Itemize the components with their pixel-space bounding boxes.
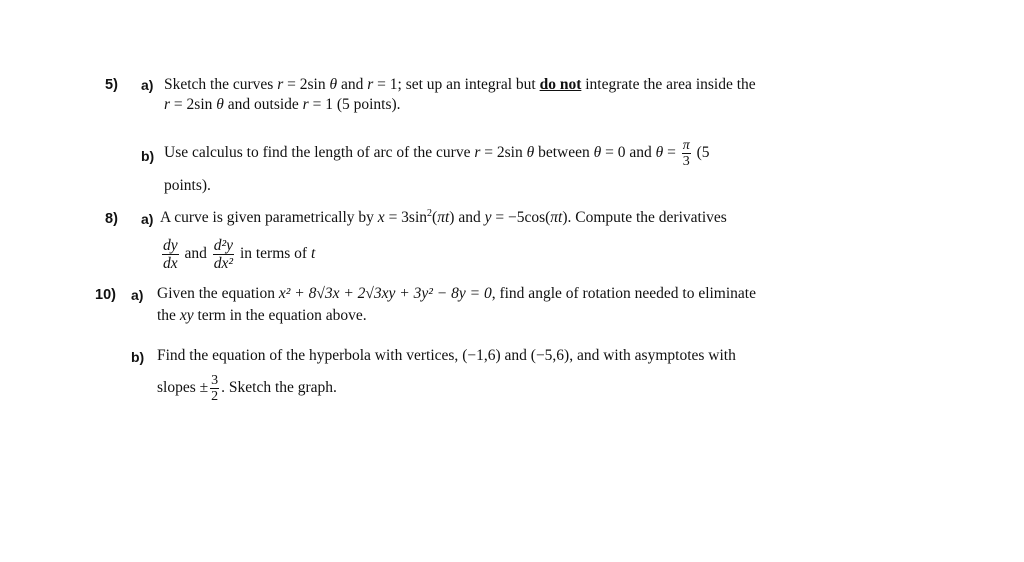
problem-8a-line-2: $\frac{dy}{dx}$ and $\frac{\text{d²y}}{\text{dx²}}$ in terms of t (163, 236, 316, 272)
problem-5a-line-1: Sketch the curves r = 2sin θ and r = 1; set up an integral but do not integrate the area inside the (164, 76, 756, 93)
problem-10b-line-1: Find the equation of the hyperbola with vertices, (−1,6) and (−5,6), and with asymptotes with (157, 347, 736, 364)
do-not-emphasis: do not (539, 76, 582, 93)
problem-8-number: 8) (105, 211, 118, 227)
problem-5a-label: a) (141, 77, 154, 93)
dy-dx-fraction: $\frac{dy}{dx}$ (163, 236, 178, 272)
problem-5-number: 5) (105, 77, 118, 93)
problem-10a-line-1: Given the equation x² + 8√3x + 2√3xy + 3y² − 8y = 0, find angle of rotation needed to eliminate (157, 285, 756, 302)
three-halves-fraction: $\frac{3}{2}$ (211, 372, 219, 404)
problem-5b-line-1: Use calculus to find the length of arc of the curve r = 2sin θ between θ = 0 and θ = $\frac{\pi}{3}$ (5 (164, 137, 710, 169)
conic-equation: x² + 8√3x + 2√3xy + 3y² − 8y = 0 (278, 285, 492, 302)
pi-over-3-fraction: $\frac{\pi}{3}$ (682, 137, 690, 169)
problem-10a-label: a) (131, 287, 144, 303)
second-derivative-fraction: $\frac{\text{d²y}}{\text{dx²}}$ (213, 236, 234, 272)
problem-8a-line-1: A curve is given parametrically by $x = 3\sin^2(\pi t)$ and y = −5cos(πt). Compute the derivatives (160, 208, 727, 226)
problem-10b-line-2: slopes ± $\frac{3}{2}$ . Sketch the graph. (157, 372, 337, 404)
problem-10b-label: b) (131, 349, 145, 365)
problem-5a-line-2: r = 2sin θ and outside r = 1 (5 points). (164, 96, 401, 113)
problem-5b-label: b) (141, 148, 155, 164)
problem-10a-line-2: the xy term in the equation above. (157, 307, 367, 324)
problem-10-number: 10) (95, 287, 116, 303)
problem-8a-label: a) (141, 211, 154, 227)
problem-5b-line-2: points). (164, 177, 211, 194)
